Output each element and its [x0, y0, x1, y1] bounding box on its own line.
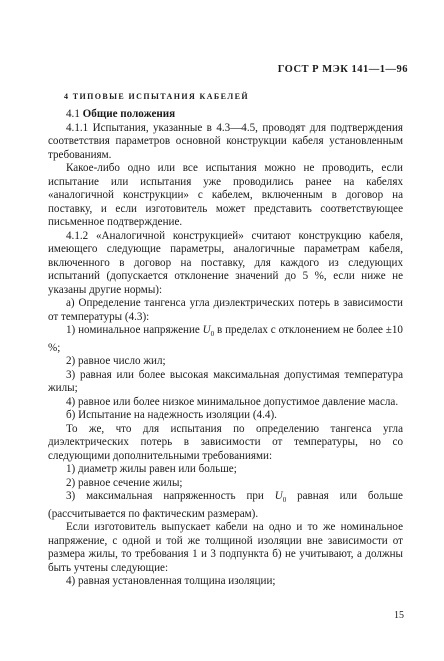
voltage-symbol: U [274, 490, 283, 503]
list-item: 4) равное или более низкое минимальное допустимое давление масла. [66, 395, 399, 408]
voltage-symbol: U [202, 324, 211, 336]
subsection-title: Общие положения [82, 108, 176, 120]
item-text: 3) максимальная напряженность при [66, 490, 275, 503]
voltage-subscript: 0 [282, 496, 287, 505]
body-text [48, 108, 403, 589]
list-item: 3) равная или более высокая максимальная допустимая температура жилы; [48, 368, 403, 395]
paragraph: 4.1.2 «Аналогичной конструкцией» считают конструкцию кабеля, имеющего следующие параметры, аналогичные параметрам кабеля, включенного в договор на поставку, для каждого из следующих испытаний (допускается отклонение значений до 5 %, если ниже не указаны другие нормы): [48, 229, 403, 296]
subsection-number: 4.1 [66, 108, 80, 120]
list-item [48, 324, 403, 355]
page-number: 15 [394, 610, 404, 621]
subsection-heading [48, 108, 403, 122]
section-title: 4 ТИПОВЫЕ ИСПЫТАНИЯ КАБЕЛЕЙ [64, 92, 249, 101]
list-item: 2) равное число жил; [66, 355, 166, 368]
paragraph: Какое-либо одно или все испытания можно не проводить, если испытание или испытания уже проводились ранее на кабелях «аналогичной конструкции» с кабелем, включенным в договор на поставку, и если изготовитель может представить соответствующее письменное подтверждение. [48, 162, 403, 228]
item-text: равная или больше (рассчитывается по фактическим размерам). [48, 490, 403, 520]
list-item [48, 490, 403, 521]
voltage-subscript: 0 [210, 330, 215, 339]
list-item: 1) диаметр жилы равен или больше; [66, 463, 237, 476]
paragraph: а) Определение тангенса угла диэлектрических потерь в зависимости от температуры (4.3): [48, 297, 403, 323]
item-text: 1) номинальное напряжение [66, 324, 203, 336]
paragraph: Если изготовитель выпускает кабели на одно и то же номинальное напряжение, с одной и той же толщиной изоляции вне зависимости от размера жилы, то требования 1 и 3 подпункта б) не учитывают, а должны быть учтены следующие: [48, 521, 403, 574]
paragraph: 4.1.1 Испытания, указанные в 4.3—4.5, проводят для подтверждения соответствия параметров основной конструкции кабеля установленным требованиям. [48, 121, 403, 161]
list-item: 4) равная установленная толщина изоляции; [66, 575, 276, 588]
paragraph: б) Испытание на надежность изоляции (4.4). [66, 409, 277, 422]
paragraph: То же, что для испытания по определению тангенса угла диэлектрических потерь в зависимости от температуры, но со следующими дополнительными требованиями: [48, 422, 403, 462]
document-code: ГОСТ Р МЭК 141—1—96 [277, 64, 408, 75]
item-text: в пределах с отклонением не более ±10 %; [48, 324, 403, 354]
list-item: 2) равное сечение жилы; [66, 476, 183, 489]
